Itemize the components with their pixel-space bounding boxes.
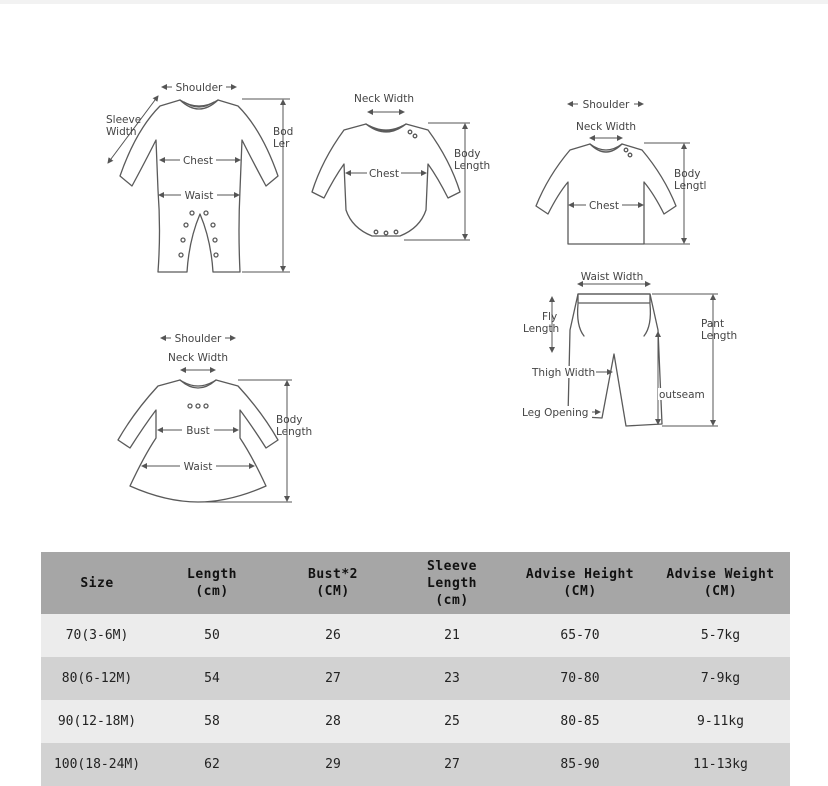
dress-neck-width-label: Neck Width <box>167 352 229 364</box>
header-size: Size <box>41 552 153 614</box>
header-length: Length (cm) <box>153 552 271 614</box>
dress-outline <box>118 380 278 502</box>
table-header-row <box>41 552 790 614</box>
cell-sleeve: 21 <box>395 614 509 657</box>
cell-bust: 28 <box>271 700 395 743</box>
cell-height: 85-90 <box>509 743 651 786</box>
dress-length-label: Length <box>276 426 313 438</box>
cell-length: 58 <box>153 700 271 743</box>
pants-pocket-left <box>578 304 584 336</box>
romper-outline <box>120 100 278 272</box>
cell-sleeve: 25 <box>395 700 509 743</box>
cell-sleeve: 27 <box>395 743 509 786</box>
cell-weight: 9-11kg <box>651 700 790 743</box>
header-advise-height: Advise Height (CM) <box>509 552 651 614</box>
cell-bust: 26 <box>271 614 395 657</box>
cell-size: 90(12-18M) <box>41 700 153 743</box>
cell-height: 80-85 <box>509 700 651 743</box>
bodysuit-outline <box>312 124 460 236</box>
pants-thigh-width-label: Thigh Width <box>532 367 596 379</box>
dress-shoulder-label: Shoulder <box>174 333 222 345</box>
cell-size: 80(6-12M) <box>41 657 153 700</box>
table-row <box>41 614 790 657</box>
pants-fly-length-label: Length <box>523 323 560 335</box>
cell-weight: 5-7kg <box>651 614 790 657</box>
header-bust: Bust*2 (CM) <box>271 552 395 614</box>
bodysuit-chest-label: Chest <box>368 168 400 180</box>
header-sleeve-length: Sleeve Length (cm) <box>395 552 509 614</box>
pants-outseam-label: outseam <box>659 389 705 401</box>
pants-pant-length-label: Length <box>701 330 738 342</box>
table-row <box>41 743 790 786</box>
cell-bust: 29 <box>271 743 395 786</box>
top-outline <box>536 144 676 244</box>
top-body-label: Body <box>674 168 701 180</box>
bodysuit-body-label: Body <box>454 148 481 160</box>
dress-bust-label: Bust <box>186 425 210 437</box>
romper-shoulder-label: Shoulder <box>175 82 223 94</box>
dress-body-label: Body <box>276 414 303 426</box>
romper-body-label: Bod <box>273 126 294 138</box>
dress-waist-label: Waist <box>183 461 213 473</box>
table-row <box>41 657 790 700</box>
cell-height: 70-80 <box>509 657 651 700</box>
top-shoulder-label: Shoulder <box>582 99 630 111</box>
cell-size: 100(18-24M) <box>41 743 153 786</box>
romper-chest-label: Chest <box>182 155 214 167</box>
dress-diagram <box>118 332 312 502</box>
romper-width-label: Width <box>106 126 137 138</box>
cell-sleeve: 23 <box>395 657 509 700</box>
pants-waistband <box>578 294 650 303</box>
cell-height: 65-70 <box>509 614 651 657</box>
romper-diagram <box>106 81 293 272</box>
pants-diagram <box>522 271 737 426</box>
top-length-label: Lengtl <box>674 180 707 192</box>
pants-waist-width-label: Waist Width <box>580 271 644 283</box>
cell-length: 50 <box>153 614 271 657</box>
cell-length: 62 <box>153 743 271 786</box>
header-advise-weight: Advise Weight (CM) <box>651 552 790 614</box>
top-neck-width-label: Neck Width <box>575 121 637 133</box>
dress-collar <box>180 380 216 388</box>
romper-length-label: Ler <box>273 138 290 150</box>
bodysuit-diagram <box>312 93 490 240</box>
romper-sleeve-label: Sleeve <box>106 114 142 126</box>
cell-length: 54 <box>153 657 271 700</box>
top-collar <box>590 144 622 152</box>
cell-bust: 27 <box>271 657 395 700</box>
size-chart-table <box>41 552 790 786</box>
romper-waist-label: Waist <box>184 190 214 202</box>
bodysuit-neck-width-label: Neck Width <box>353 93 415 105</box>
table-row <box>41 700 790 743</box>
cell-weight: 7-9kg <box>651 657 790 700</box>
pants-leg-opening-label: Leg Opening <box>522 407 589 419</box>
top-diagram <box>536 98 706 244</box>
top-chest-label: Chest <box>588 200 620 212</box>
cell-weight: 11-13kg <box>651 743 790 786</box>
bodysuit-length-label: Length <box>454 160 491 172</box>
pants-pant-label: Pant <box>701 318 725 330</box>
pants-fly-label: Fly <box>542 311 558 323</box>
cell-size: 70(3-6M) <box>41 614 153 657</box>
pants-pocket-right <box>644 304 650 336</box>
